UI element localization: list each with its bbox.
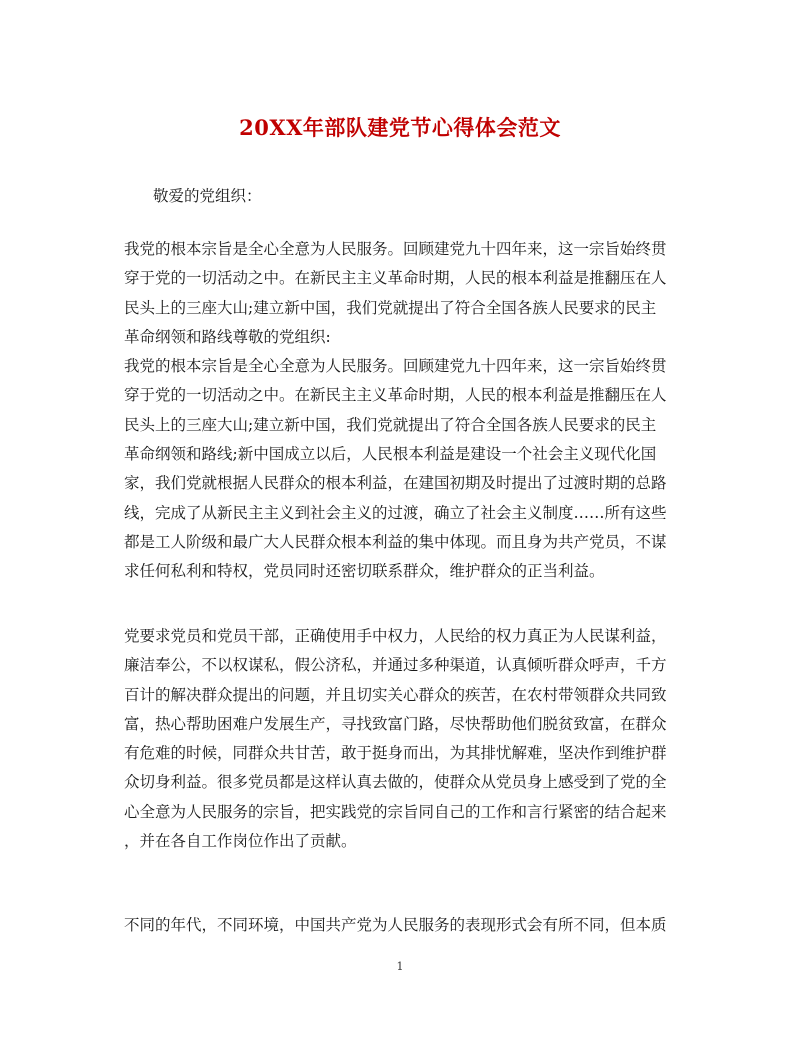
paragraph-line: 百计的解决群众提出的问题，并且切实关心群众的疾苦，在农村带领群众共同致: [124, 685, 667, 704]
document-title: 20XX年部队建党节心得体会范文: [239, 115, 561, 140]
paragraph-line: 有危难的时候，同群众共甘苦，敢于挺身而出，为其排忧解难，坚决作到维护群: [124, 744, 667, 763]
paragraph-line: 心全意为人民服务的宗旨，把实践党的宗旨同自己的工作和言行紧密的结合起来: [124, 802, 667, 821]
paragraph-line: 众切身利益。很多党员都是这样认真去做的，使群众从党员身上感受到了党的全: [124, 773, 667, 792]
paragraph-line: 家，我们党就根据人民群众的根本利益，在建国初期及时提出了过渡时期的总路: [124, 474, 667, 493]
paragraph-2: [124, 622, 684, 856]
paragraph-line: 不同的年代，不同环境，中国共产党为人民服务的表现形式会有所不同，但本质: [124, 916, 667, 934]
paragraph-line: ，并在各自工作岗位作出了贡献。: [124, 832, 357, 851]
paragraph-line: 我党的根本宗旨是全心全意为人民服务。回顾建党九十四年来，这一宗旨始终贯: [124, 357, 667, 376]
paragraph-line: 我党的根本宗旨是全心全意为人民服务。回顾建党九十四年来，这一宗旨始终贯: [124, 240, 667, 258]
paragraph-line: 廉洁奉公，不以权谋私，假公济私，并通过多种渠道，认真倾听群众呼声，千方: [124, 656, 667, 675]
paragraph-line: 线，完成了从新民主主义到社会主义的过渡，确立了社会主义制度……所有这些: [124, 503, 667, 522]
paragraph-line: 党要求党员和党员干部，正确使用手中权力，人民给的权力真正为人民谋利益，: [124, 627, 667, 645]
paragraph-line: 穿于党的一切活动之中。在新民主主义革命时期，人民的根本利益是推翻压在人: [124, 386, 667, 405]
paragraph-line: 民头上的三座大山;建立新中国，我们党就提出了符合全国各族人民要求的民主: [124, 298, 657, 317]
paragraph-line: 都是工人阶级和最广大人民群众根本利益的集中体现。而且身为共产党员，不谋: [124, 532, 667, 551]
paragraph-line: 民头上的三座大山;建立新中国，我们党就提出了符合全国各族人民要求的民主: [124, 415, 657, 434]
paragraph-line: 革命纲领和路线尊敬的党组织:: [124, 327, 331, 346]
page-number: 1: [396, 960, 404, 973]
paragraph-line: 穿于党的一切活动之中。在新民主主义革命时期，人民的根本利益是推翻压在人: [124, 269, 667, 288]
salutation: 敬爱的党组织：: [153, 187, 262, 205]
paragraph-1: [124, 235, 684, 587]
paragraph-3: [124, 911, 684, 940]
paragraph-line: 求任何私利和特权，党员同时还密切联系群众，维护群众的正当利益。: [124, 562, 605, 581]
paragraph-line: 富，热心帮助困难户发展生产，寻找致富门路，尽快帮助他们脱贫致富，在群众: [124, 714, 667, 733]
paragraph-line: 革命纲领和路线;新中国成立以后，人民根本利益是建设一个社会主义现代化国: [124, 445, 657, 464]
